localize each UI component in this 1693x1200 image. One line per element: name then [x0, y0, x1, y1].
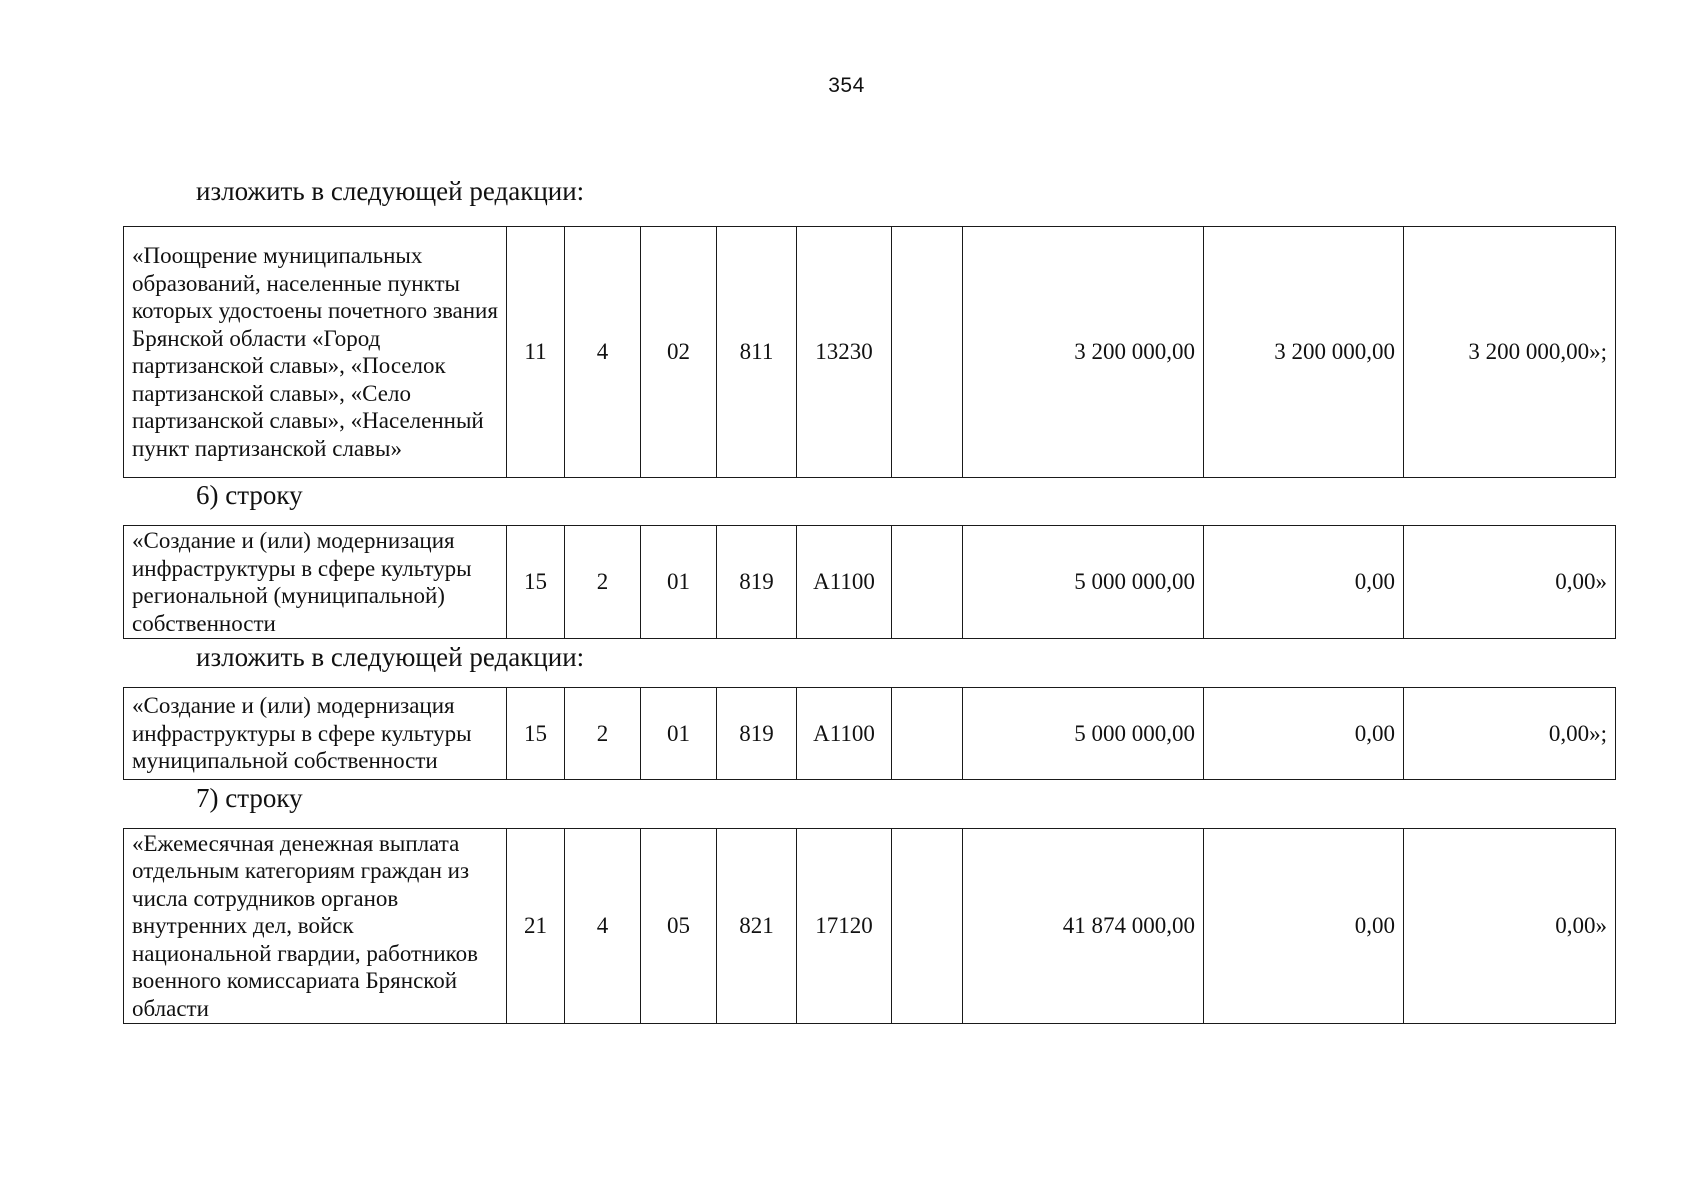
amount-cell-1: 5 000 000,00	[963, 526, 1204, 639]
code-cell-1: 15	[507, 526, 565, 639]
code-cell-5: 13230	[797, 227, 892, 478]
amount-cell-2: 3 200 000,00	[1204, 227, 1404, 478]
amount-cell-3: 0,00»	[1404, 829, 1616, 1024]
table-row	[124, 829, 1616, 1024]
amount-cell-1: 3 200 000,00	[963, 227, 1204, 478]
code-cell-4: 811	[717, 227, 797, 478]
code-cell-6	[892, 688, 963, 780]
page-number: 354	[828, 74, 865, 97]
code-cell-3: 05	[641, 829, 717, 1024]
table-row	[124, 526, 1616, 639]
budget-row-table-4	[123, 828, 1616, 1024]
code-cell-5: 17120	[797, 829, 892, 1024]
code-cell-6	[892, 526, 963, 639]
amount-cell-3: 0,00»	[1404, 526, 1616, 639]
code-cell-3: 01	[641, 526, 717, 639]
code-cell-2: 2	[565, 526, 641, 639]
amount-cell-1: 41 874 000,00	[963, 829, 1204, 1024]
edit-instruction-2: 6) строку	[196, 480, 303, 510]
code-cell-4: 819	[717, 526, 797, 639]
table-row	[124, 688, 1616, 780]
amount-cell-2: 0,00	[1204, 526, 1404, 639]
row-name-cell: «Создание и (или) модернизация инфраструктуры в сфере культуры региональной (муниципальной) собственности	[124, 526, 507, 639]
row-name-cell: «Создание и (или) модернизация инфраструктуры в сфере культуры муниципальной собственности	[124, 688, 507, 780]
code-cell-4: 819	[717, 688, 797, 780]
edit-instruction-1: изложить в следующей редакции:	[196, 176, 585, 206]
code-cell-3: 01	[641, 688, 717, 780]
code-cell-2: 2	[565, 688, 641, 780]
amount-cell-2: 0,00	[1204, 829, 1404, 1024]
row-name-cell: «Ежемесячная денежная выплата отдельным категориям граждан из числа сотрудников органов внутренних дел, войск национальной гвардии, работников военного комиссариата Брянской области	[124, 829, 507, 1024]
amount-cell-3: 0,00»;	[1404, 688, 1616, 780]
table-row	[124, 227, 1616, 478]
code-cell-2: 4	[565, 227, 641, 478]
budget-row-table-1	[123, 226, 1616, 478]
edit-instruction-4: 7) строку	[196, 783, 303, 813]
code-cell-1: 21	[507, 829, 565, 1024]
code-cell-1: 11	[507, 227, 565, 478]
row-name-cell: «Поощрение муниципальных образований, населенные пункты которых удостоены почетного звания Брянской области «Город партизанской славы», «Поселок партизанской славы», «Село партизанской славы», «Населенный пункт партизанской славы»	[124, 227, 507, 478]
amount-cell-1: 5 000 000,00	[963, 688, 1204, 780]
code-cell-5: А1100	[797, 688, 892, 780]
code-cell-6	[892, 227, 963, 478]
code-cell-3: 02	[641, 227, 717, 478]
code-cell-5: А1100	[797, 526, 892, 639]
budget-row-table-3	[123, 687, 1616, 780]
code-cell-1: 15	[507, 688, 565, 780]
amount-cell-3: 3 200 000,00»;	[1404, 227, 1616, 478]
code-cell-4: 821	[717, 829, 797, 1024]
amount-cell-2: 0,00	[1204, 688, 1404, 780]
code-cell-2: 4	[565, 829, 641, 1024]
code-cell-6	[892, 829, 963, 1024]
budget-row-table-2	[123, 525, 1616, 639]
edit-instruction-3: изложить в следующей редакции:	[196, 642, 585, 672]
